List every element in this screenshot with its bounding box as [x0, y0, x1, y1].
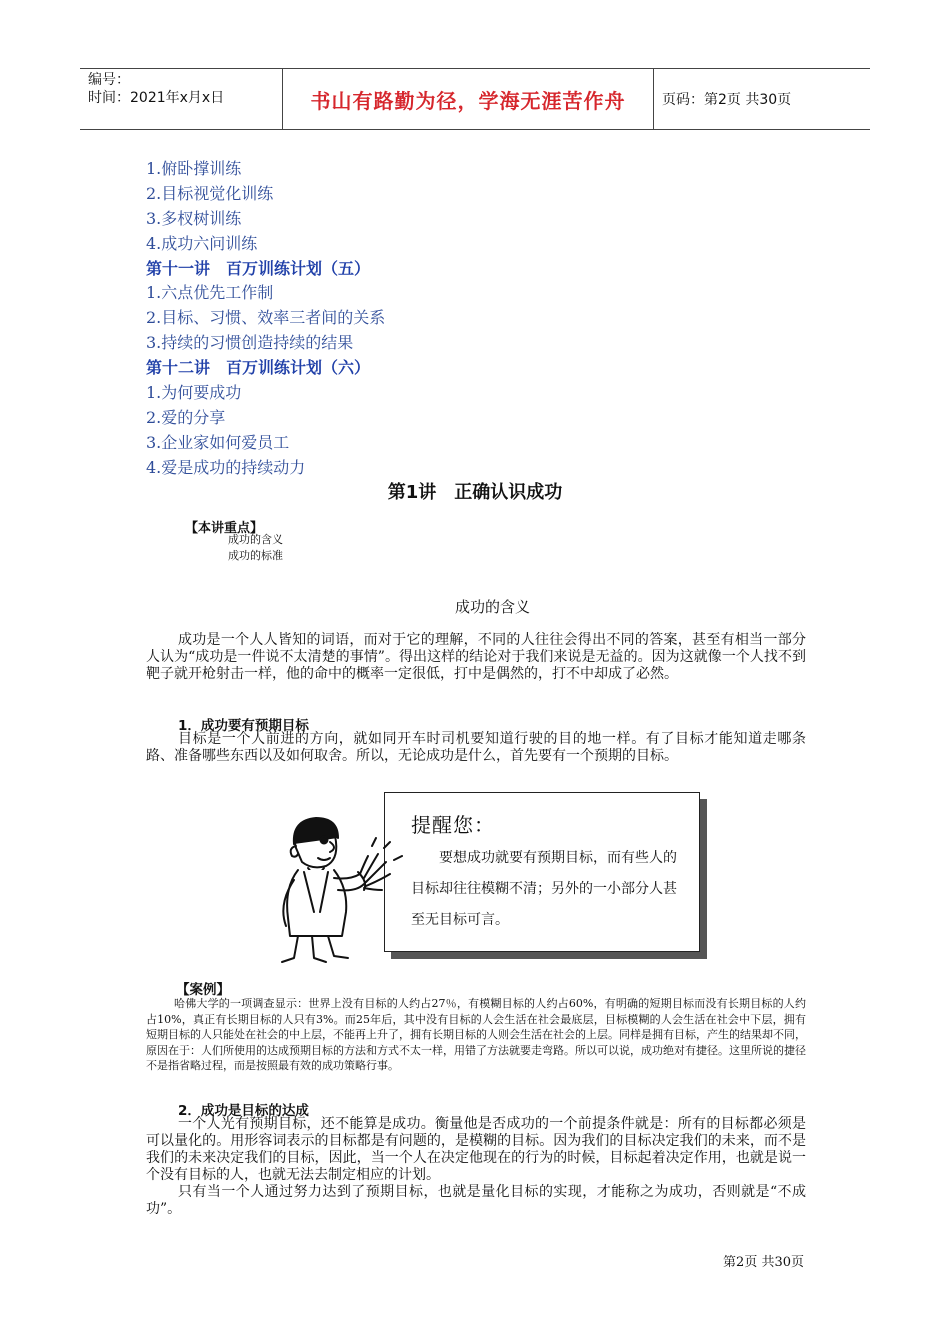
outline-item: 1.六点优先工作制	[146, 283, 274, 303]
header-meta	[80, 69, 282, 129]
focus-item: 成功的含义	[228, 533, 283, 546]
header-page-info: 页码：第2页 共30页	[662, 92, 792, 108]
point1-title: 1．成功要有预期目标	[178, 718, 309, 734]
outline-item: 2.目标、习惯、效率三者间的关系	[146, 308, 386, 328]
case-label: 【案例】	[176, 982, 230, 998]
outline-item: 2.爱的分享	[146, 407, 226, 427]
outline-item: 1.俯卧撑训练	[146, 159, 242, 178]
header-motto: 书山有路勤为径，学海无涯苦作舟	[282, 69, 654, 129]
case-paragraph: 哈佛大学的一项调查显示：世界上没有目标的人约占27％，有模糊目标的人约占60%，有明确的短期目标而没有长期目标的人约占10%，真正有长期目标的人只有3%。而25年后，其中没有目标的人会生活在社会最底层，目标模糊的人会生活在社会中下层，拥有短期目标的人只能处在社会的中上层，不能再上升了，拥有长期目标的人则会生活在社会的上层。同样是拥有目标，产生的结果却不同，原因在于：人们所使用的达成预期目标的方法和方式不太一样，用错了方法就要走弯路。所以可以说，成功绝对有捷径。这里所说的捷径不是指省略过程，而是按照最有效的成功策略行事。	[146, 997, 806, 1073]
outline-item: 3.持续的习惯创造持续的结果	[146, 333, 354, 353]
point2-paragraph: 一个人光有预期目标，还不能算是成功。衡量他是否成功的一个前提条件就是：所有的目标都必须是可以量化的。用形容词表示的目标都是有问题的，是模糊的目标。因为我们的目标决定我们的未来，而不是我们的未来决定我们的目标，因此，当一个人在决定他现在的行为的时候，目标起着决定作用，也就是说一个没有目标的人，也就无法去制定相应的计划。	[146, 1116, 806, 1183]
intro-paragraph: 成功是一个人人皆知的词语，而对于它的理解，不同的人往往会得出不同的答案，甚至有相当一部分人认为“成功是一件说不太清楚的事情”。得出这样的结论对于我们来说是无益的。因为这就像一个人找不到靶子就开枪射击一样，他的命中的概率一定很低，打中是偶然的，打不中却成了必然。	[146, 632, 806, 682]
outline-item: 3.多杈树训练	[146, 208, 242, 228]
point2-paragraph-2: 只有当一个人通过努力达到了预期目标，也就是量化目标的实现，才能称之为成功，否则就是“不成功”。	[146, 1184, 806, 1217]
outline-heading: 第十一讲 百万训练计划（五）	[146, 258, 371, 278]
outline-item: 4.爱是成功的持续动力	[146, 457, 306, 477]
lecture-title: 第1讲 正确认识成功	[387, 482, 563, 503]
outline-item: 2.目标视觉化训练	[146, 183, 274, 203]
header-number-label: 编号：	[88, 72, 130, 88]
focus-label: 【本讲重点】	[185, 521, 264, 536]
page-footer: 第2页 共30页	[723, 1255, 804, 1270]
outline-list	[146, 157, 746, 481]
reminder-text: 要想成功就要有预期目标，而有些人的目标却往往模糊不清；另外的一小部分人甚至无目标可言。	[411, 850, 677, 928]
outline-item: 3.企业家如何爱员工	[146, 432, 290, 452]
outline-heading: 第十二讲 百万训练计划（六）	[146, 358, 371, 378]
header-date: 时间：2021年x月x日	[88, 90, 225, 106]
point2-title: 2．成功是目标的达成	[178, 1103, 309, 1119]
cartoon-man-illustration	[268, 808, 408, 968]
section-title: 成功的含义	[454, 598, 530, 616]
outline-item: 4.成功六问训练	[146, 233, 258, 253]
point1-paragraph: 目标是一个人前进的方向，就如同开车时司机要知道行驶的目的地一样。有了目标才能知道走哪条路、准备哪些东西以及如何取舍。所以，无论成功是什么，首先要有一个预期的目标。	[146, 731, 806, 764]
outline-item: 1.为何要成功	[146, 383, 242, 403]
focus-item: 成功的标准	[228, 549, 283, 562]
reminder-box	[384, 792, 700, 952]
reminder-title: 提醒您：	[411, 813, 495, 837]
document-header	[80, 68, 870, 130]
